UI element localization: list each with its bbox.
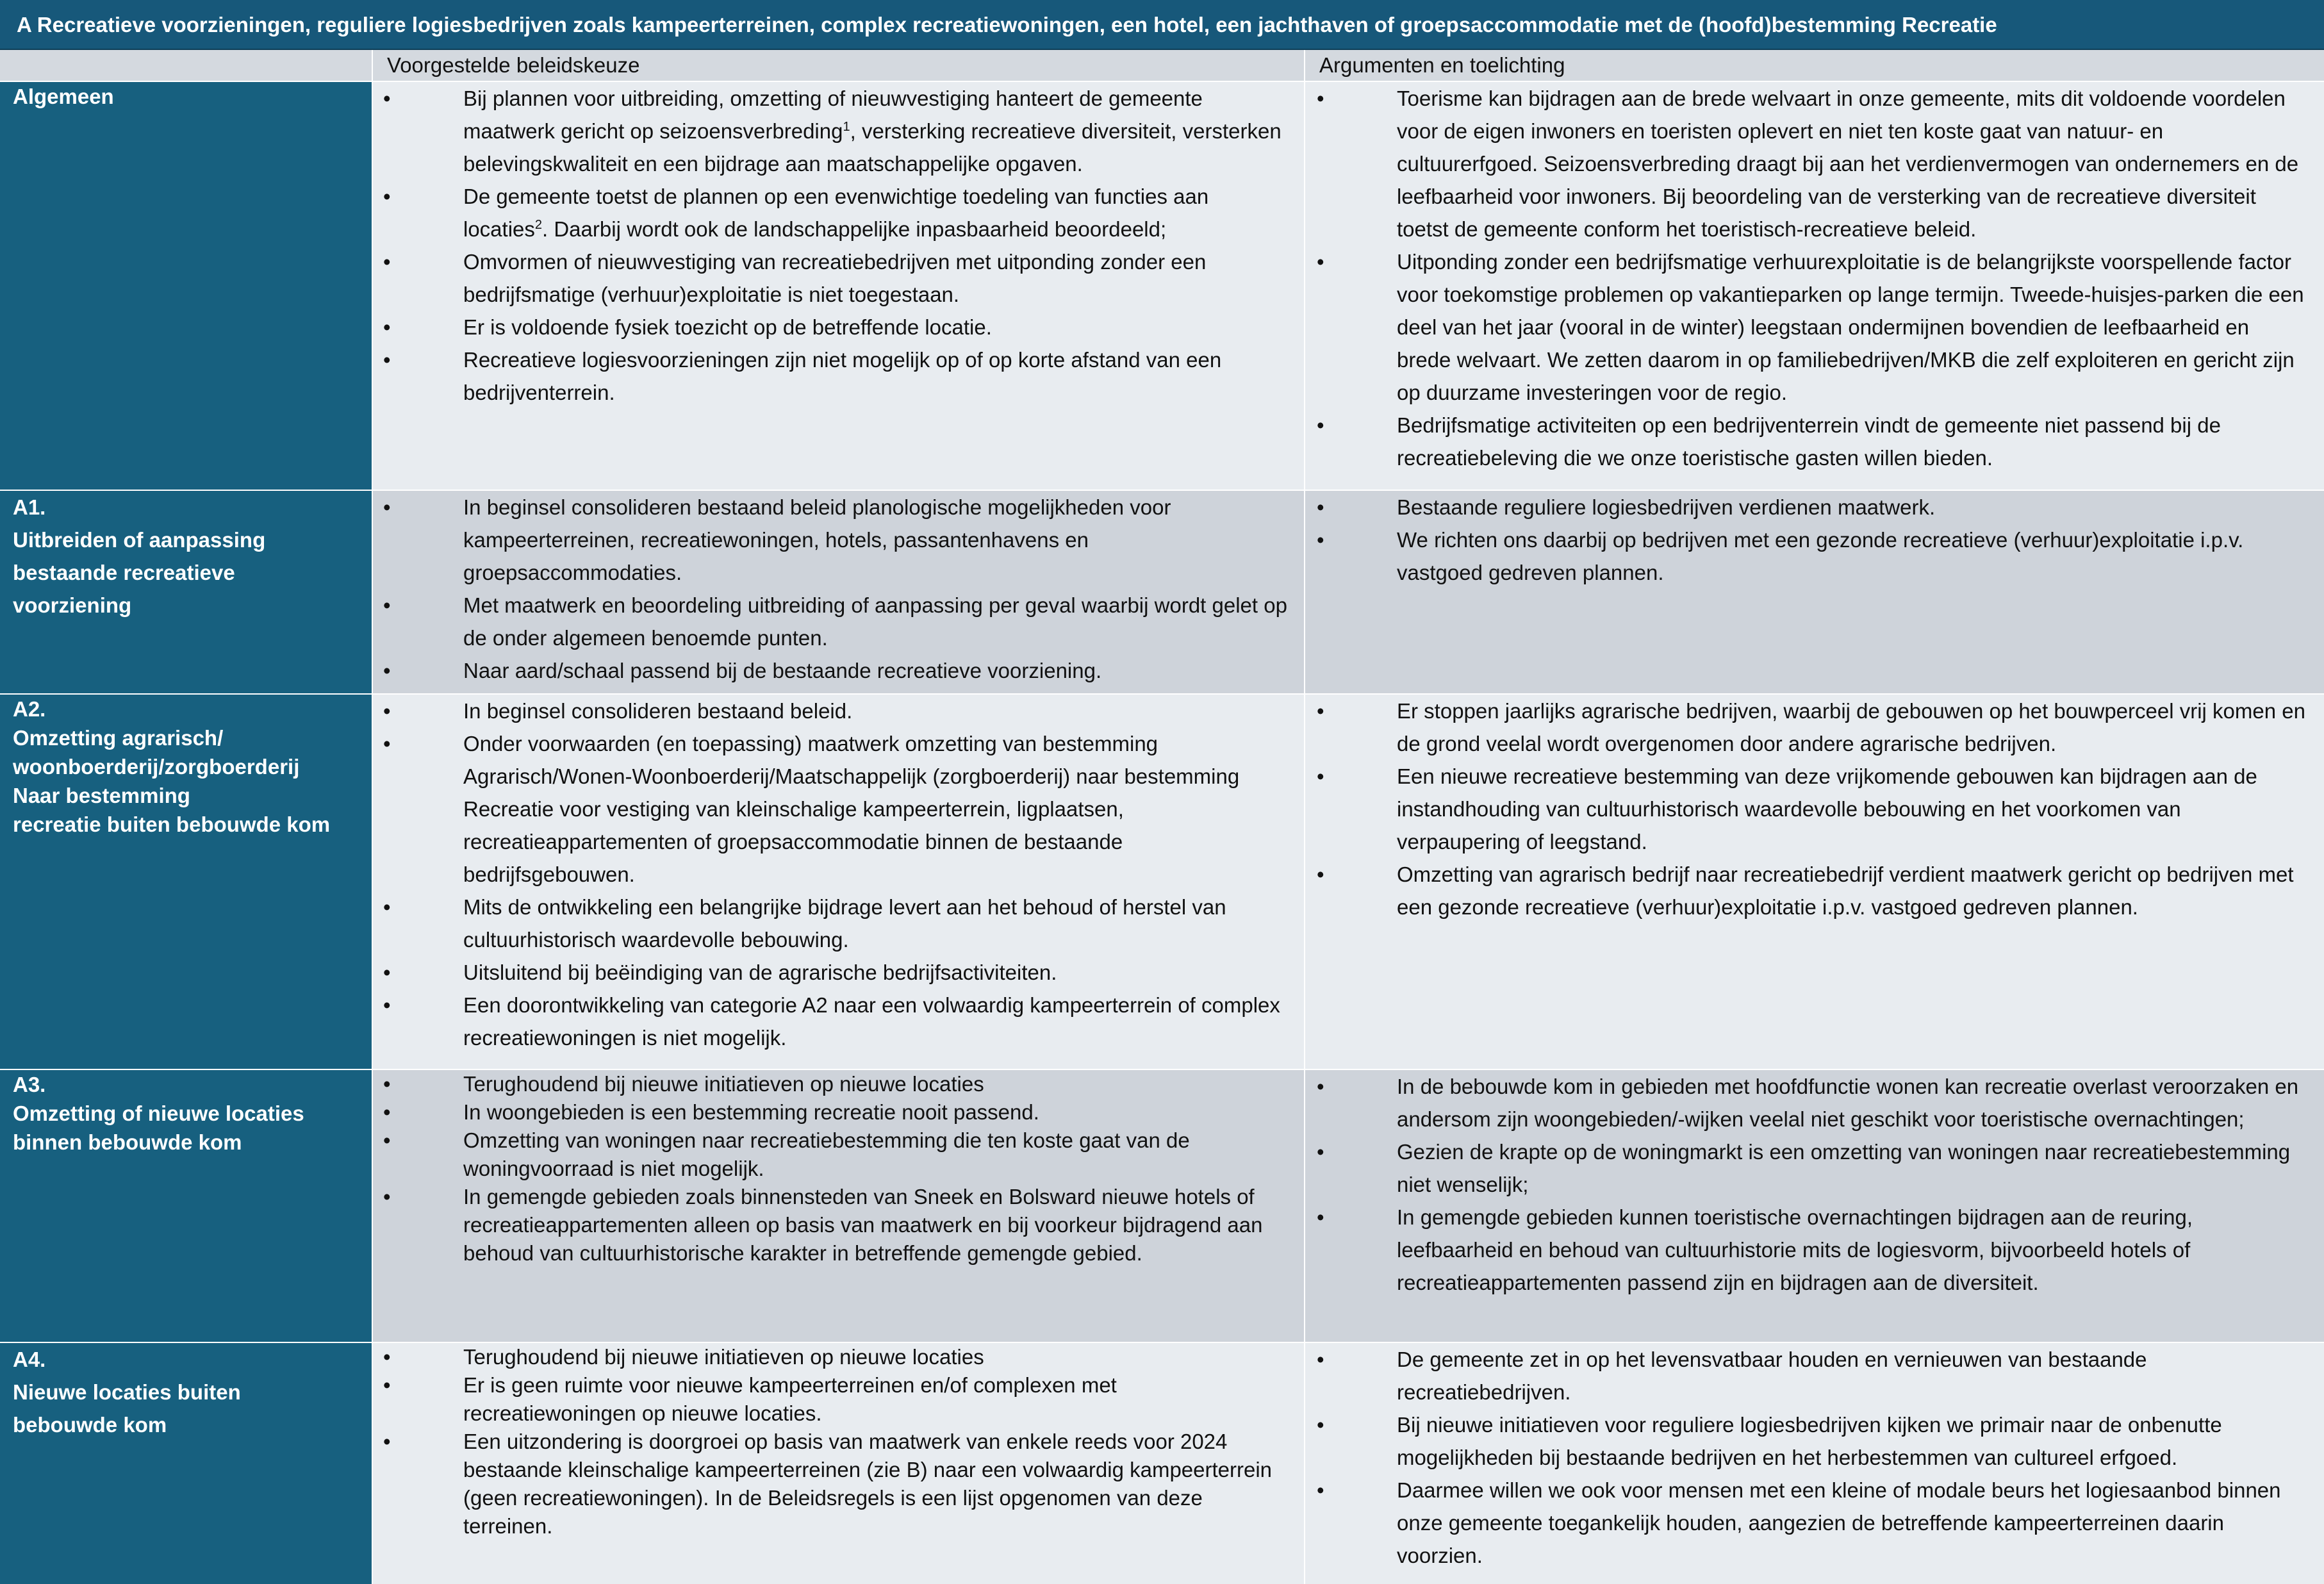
list-item: • In woongebieden is een bestemming recreatie nooit passend. bbox=[383, 1098, 1287, 1126]
list-item: • Een nieuwe recreatieve bestemming van deze vrijkomende gebouwen kan bijdragen aan de instandhouding van cultuurhistorisch waardevolle bebouwing en het voorkomen van verpaupering of leegstand. bbox=[1317, 760, 2307, 858]
row-label-line: A1. bbox=[13, 495, 46, 519]
list-item: • Er stoppen jaarlijks agrarische bedrijven, waarbij de gebouwen op het bouwperceel vrij komen en de grond veelal wordt overgenomen door andere agrarische bedrijven. bbox=[1317, 695, 2307, 760]
row-label-line: A3. bbox=[13, 1073, 46, 1096]
list-item: • Bij nieuwe initiatieven voor reguliere logiesbedrijven kijken we primair naar de onbenutte mogelijkheden bij bestaande bedrijven en het herbestemmen van cultureel erfgoed. bbox=[1317, 1408, 2307, 1474]
list-item: • Bedrijfsmatige activiteiten op een bedrijventerrein vindt de gemeente niet passend bij de recreatiebeleving die we onze toeristische gasten willen bieden. bbox=[1317, 409, 2307, 474]
row-a2-beleidskeuze bbox=[373, 695, 1304, 1069]
list-item: • Toerisme kan bijdragen aan de brede welvaart in onze gemeente, mits dit voldoende voordelen voor de eigen inwoners en toeristen oplevert en niet ten koste gaat van natuur- en cultuurerfgoed. Seizoensverbreding draagt bij aan het verdienvermogen van ondernemers en de leefbaarheid voor inwoners. Bij beoordeling van de versterking van de recreatieve diversiteit toetst de gemeente conform het toeristisch-recreatieve beleid. bbox=[1317, 82, 2307, 245]
list-item: • De gemeente zet in op het levensvatbaar houden en vernieuwen van bestaande recreatiebedrijven. bbox=[1317, 1343, 2307, 1408]
row-a1-argumenten bbox=[1305, 491, 2324, 693]
list-item: • Er is voldoende fysiek toezicht op de betreffende locatie. bbox=[383, 311, 1287, 343]
bullet-list bbox=[383, 491, 1287, 687]
list-item: • Terughoudend bij nieuwe initiatieven op nieuwe locaties bbox=[383, 1070, 1287, 1098]
list-item: • Er is geen ruimte voor nieuwe kampeerterreinen en/of complexen met recreatiewoningen op nieuwe locaties. bbox=[383, 1371, 1287, 1428]
list-item: • Omzetting van woningen naar recreatiebestemming die ten koste gaat van de woningvoorraad is niet mogelijk. bbox=[383, 1126, 1287, 1183]
row-label-line: Omzetting agrarisch/ bbox=[13, 726, 224, 750]
list-item: • We richten ons daarbij op bedrijven met een gezonde recreatieve (verhuur)exploitatie i.p.v. vastgoed gedreven plannen. bbox=[1317, 524, 2307, 589]
list-item: • Omvormen of nieuwvestiging van recreatiebedrijven met uitponding zonder een bedrijfsmatige (verhuur)exploitatie is niet toegestaan. bbox=[383, 245, 1287, 311]
footnote-marker: 1 bbox=[843, 120, 850, 134]
column-header-argumenten: Argumenten en toelichting bbox=[1305, 50, 2324, 81]
row-label-line: Uitbreiden of aanpassing bbox=[13, 528, 266, 552]
list-item: • Recreatieve logiesvoorzieningen zijn niet mogelijk op of op korte afstand van een bedrijventerrein. bbox=[383, 343, 1287, 409]
list-item: • Gezien de krapte op de woningmarkt is een omzetting van woningen naar recreatiebestemming niet wenselijk; bbox=[1317, 1135, 2307, 1201]
row-label-a4 bbox=[0, 1343, 372, 1584]
list-item: • De gemeente toetst de plannen op een evenwichtige toedeling van functies aan locaties$^2$. Daarbij wordt ook de landschappelijke inpasbaarheid beoordeeld; bbox=[383, 180, 1287, 245]
list-item: • Bestaande reguliere logiesbedrijven verdienen maatwerk. bbox=[1317, 491, 2307, 524]
row-label-line: bestaande recreatieve bbox=[13, 561, 235, 584]
table-title: A Recreatieve voorzieningen, reguliere logiesbedrijven zoals kampeerterreinen, complex recreatiewoningen, een hotel, een jachthaven of groepsaccommodatie met de (hoofd)bestemming Recreatie bbox=[0, 0, 2324, 50]
bullet-list bbox=[383, 1343, 1287, 1540]
row-a1-beleidskeuze bbox=[373, 491, 1304, 693]
list-item: • Onder voorwaarden (en toepassing) maatwerk omzetting van bestemming Agrarisch/Wonen-Woonboerderij/Maatschappelijk (zorgboerderij) naar bestemming Recreatie voor vestiging van kleinschalige kampeerterrein, ligplaatsen, recreatieappartementen of groepsaccommodatie binnen de bestaande bedrijfsgebouwen. bbox=[383, 727, 1287, 891]
row-a2-argumenten bbox=[1305, 695, 2324, 1069]
bullet-list bbox=[1317, 695, 2307, 923]
row-label-line: Naar bestemming bbox=[13, 784, 190, 807]
list-item: • Met maatwerk en beoordeling uitbreiding of aanpassing per geval waarbij wordt gelet op de onder algemeen benoemde punten. bbox=[383, 589, 1287, 654]
bullet-list bbox=[383, 1070, 1287, 1267]
bullet-list bbox=[383, 82, 1287, 409]
row-algemeen-beleidskeuze bbox=[373, 82, 1304, 490]
bullet-list bbox=[383, 695, 1287, 1054]
list-item: • Een uitzondering is doorgroei op basis van maatwerk van enkele reeds voor 2024 bestaande kleinschalige kampeerterreinen (zie B) naar een volwaardig kampeerterrein (geen recreatiewoningen). In de Beleidsregels is een lijst opgenomen van deze terreinen. bbox=[383, 1428, 1287, 1540]
list-item: • Uitponding zonder een bedrijfsmatige verhuurexploitatie is de belangrijkste voorspellende factor voor toekomstige problemen op vakantieparken op lange termijn. Tweede-huisjes-parken die een deel van het jaar (vooral in de winter) leegstaan ondermijnen bovendien de leefbaarheid en brede welvaart. We zetten daarom in op familiebedrijven/MKB die zelf exploiteren en gericht zijn op duurzame investeringen voor de regio. bbox=[1317, 245, 2307, 409]
list-item: • In gemengde gebieden kunnen toeristische overnachtingen bijdragen aan de reuring, leefbaarheid en behoud van cultuurhistorie mits de logiesvorm, bijvoorbeeld hotels of recreatieappartementen passend zijn en bijdragen aan de diversiteit. bbox=[1317, 1201, 2307, 1299]
row-label-line: binnen bebouwde kom bbox=[13, 1130, 242, 1154]
list-item: • Daarmee willen we ook voor mensen met een kleine of modale beurs het logiesaanbod binnen onze gemeente toegankelijk houden, aangezien de betreffende kampeerterreinen daarin voorzien. bbox=[1317, 1474, 2307, 1572]
row-label-line: Algemeen bbox=[13, 85, 114, 108]
list-item: • In gemengde gebieden zoals binnensteden van Sneek en Bolsward nieuwe hotels of recreatieappartementen alleen op basis van maatwerk en bij voorkeur bijdragend aan behoud van cultuurhistorische karakter in betreffende gemengde gebied. bbox=[383, 1183, 1287, 1267]
bullet-list bbox=[1317, 1070, 2307, 1299]
row-label-algemeen bbox=[0, 82, 372, 490]
row-label-line: Nieuwe locaties buiten bbox=[13, 1380, 241, 1404]
list-item: • In de bebouwde kom in gebieden met hoofdfunctie wonen kan recreatie overlast veroorzaken en andersom zijn woongebieden/-wijken veelal niet geschikt voor toeristische overnachtingen; bbox=[1317, 1070, 2307, 1135]
bullet-list bbox=[1317, 491, 2307, 589]
list-item: • Een doorontwikkeling van categorie A2 naar een volwaardig kampeerterrein of complex recreatiewoningen is niet mogelijk. bbox=[383, 989, 1287, 1054]
row-a4-argumenten bbox=[1305, 1343, 2324, 1584]
row-a4-beleidskeuze bbox=[373, 1343, 1304, 1584]
row-algemeen-argumenten bbox=[1305, 82, 2324, 490]
list-item: • Mits de ontwikkeling een belangrijke bijdrage levert aan het behoud of herstel van cultuurhistorisch waardevolle bebouwing. bbox=[383, 891, 1287, 956]
row-label-line: A2. bbox=[13, 697, 46, 721]
row-a3-argumenten bbox=[1305, 1070, 2324, 1342]
row-label-a2 bbox=[0, 695, 372, 1069]
list-item: • Omzetting van agrarisch bedrijf naar recreatiebedrijf verdient maatwerk gericht op bedrijven met een gezonde recreatieve (verhuur)exploitatie i.p.v. vastgoed gedreven plannen. bbox=[1317, 858, 2307, 923]
bullet-list bbox=[1317, 1343, 2307, 1572]
list-item: • In beginsel consolideren bestaand beleid. bbox=[383, 695, 1287, 727]
row-label-line: recreatie buiten bebouwde kom bbox=[13, 813, 331, 836]
row-label-line: woonboerderij/zorgboerderij bbox=[13, 755, 300, 779]
row-label-a3 bbox=[0, 1070, 372, 1342]
row-label-line: voorziening bbox=[13, 593, 132, 617]
list-item: • Uitsluitend bij beëindiging van de agrarische bedrijfsactiviteiten. bbox=[383, 956, 1287, 989]
row-label-line: bebouwde kom bbox=[13, 1413, 167, 1437]
list-item: • In beginsel consolideren bestaand beleid planologische mogelijkheden voor kampeerterreinen, recreatiewoningen, hotels, passantenhavens en groepsaccommodaties. bbox=[383, 491, 1287, 589]
row-label-a1 bbox=[0, 491, 372, 693]
list-item: • Naar aard/schaal passend bij de bestaande recreatieve voorziening. bbox=[383, 654, 1287, 687]
row-a3-beleidskeuze bbox=[373, 1070, 1304, 1342]
column-header-blank bbox=[0, 50, 372, 81]
footnote-marker: 2 bbox=[534, 218, 543, 232]
bullet-list bbox=[1317, 82, 2307, 474]
list-item: • Terughoudend bij nieuwe initiatieven op nieuwe locaties bbox=[383, 1343, 1287, 1371]
row-label-line: A4. bbox=[13, 1348, 46, 1371]
column-header-beleidskeuze: Voorgestelde beleidskeuze bbox=[373, 50, 1304, 81]
list-item: • Bij plannen voor uitbreiding, omzetting of nieuwvestiging hanteert de gemeente maatwerk gericht op seizoensverbreding$^1$, versterking recreatieve diversiteit, versterken belevingskwaliteit en een bijdrage aan maatschappelijke opgaven. bbox=[383, 82, 1287, 180]
row-label-line: Omzetting of nieuwe locaties bbox=[13, 1101, 304, 1125]
